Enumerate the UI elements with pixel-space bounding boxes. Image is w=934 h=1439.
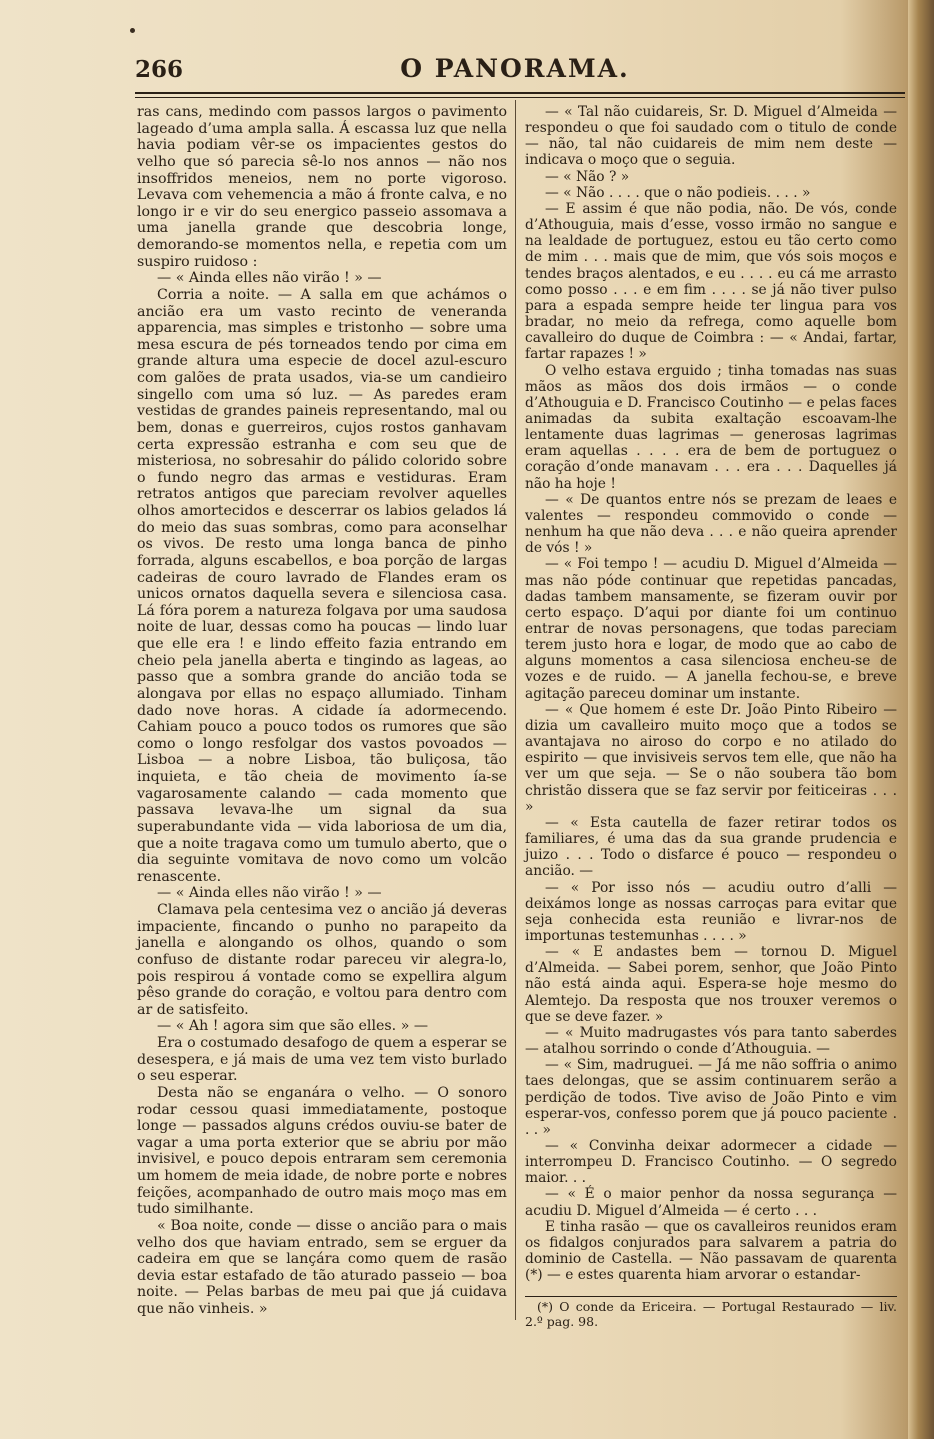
- journal-title: O PANORAMA.: [400, 54, 630, 83]
- paragraph: — « Não . . . . que o não podieis. . . . »: [545, 184, 811, 201]
- paragraph: Corria a noite. — A salla em que achámos o ancião era um vasto recinto de veneranda apparencia, mas simples e tristonho — sobre uma mesa escura de pés torneados tendo por cima em grande altura uma especie de docel azul-escuro com galões de prata usados, via-se um candieiro singello com uma só luz. — As paredes eram vestidas de grandes paineis representando, mal ou bem, donas e guerreiros, cujos rostos ganhavam certa expressão estranha e com seu que de misteriosa, no sobresahir do pálido colorido sobre o fundo negro das armas e vestiduras. Eram retratos antigos que pareciam revolver aquelles olhos amortecidos e descerrar os labios gelados lá do meio das suas sombras, como para aconselhar os vivos. De resto uma longa banca de pinho forrada, alguns escabellos, e boa porção de largas cadeiras de couro lavrado de Flandes eram os unicos ornatos daquella severa e silenciosa casa. Lá fóra porem a natureza folgava por uma saudosa noite de luar, dessas como ha poucas — lindo luar que elle era ! e lindo effeito fazia entrando em cheio pela janella aberta e tingindo as lageas, ao passo que a sombra grande do ancião toda se alongava por ellas no espaço allumiado. Tinham dado nove horas. A cidade ía adormecendo. Cahiam pouco a pouco todos os rumores que são como o longo resfolgar dos vastos povoados — Lisboa — a nobre Lisboa, tão buliçosa, tão inquieta, e tão cheia de movimento ía-se vagarosamente calando — cada momento que passava levava-lhe um signal da sua superabundante vida — vida laboriosa de um dia, que a noite tragava como um tumulo aberto, que o dia seguinte vomitava de novo como um volcão renascente.: [137, 286, 507, 885]
- paragraph: ras cans, medindo com passos largos o pavimento lageado d’uma ampla salla. Á escassa luz que nella havia podiam vêr-se os impacientes gestos do velho que só parecia sê-lo nos annos — não nos insoffridos meneios, nem no porte vigoroso. Levava com vehemencia a mão á fronte calva, e no longo ir e vir do seu energico passeio assomava a uma janella grande que descobria longe, demorando-se momentos nella, e repetia com um suspiro ruidoso :: [137, 104, 507, 270]
- paragraph: E tinha rasão — que os cavalleiros reunidos eram os fidalgos conjurados para salvarem a patria do dominio de Castella. — Não passavam de quarenta (*) — e estes quarenta hiam arvorar o estandar-: [525, 1218, 897, 1284]
- book-spine-shadow: [908, 0, 934, 1439]
- right-column: [525, 104, 897, 1283]
- paragraph: — « É o maior penhor da nossa segurança — acudiu D. Miguel d’Almeida — é certo . . .: [525, 1186, 897, 1219]
- ink-dot: [130, 28, 135, 33]
- paragraph: Desta não se enganára o velho. — O sonoro rodar cessou quasi immediatamente, postoque longe — passados alguns crédos ouviu-se bater de vagar a uma porta exterior que se abriu por mão invisivel, e pouco depois entraram sem ceremonia um homem de meia idade, de nobre porte e nobres feições, acompanhado de outro mais moço mas em tudo similhante.: [137, 1084, 507, 1218]
- paragraph: — « E andastes bem — tornou D. Miguel d’Almeida. — Sabei porem, senhor, que João Pinto não está ainda aqui. Espera-se hoje mesmo do Alemtejo. Da resposta que nos trouxer veremos o que se deve fazer. »: [525, 944, 897, 1025]
- footnote-text: (*) O conde da Ericeira. — Portugal Restaurado — liv. 2.º pag. 98.: [525, 1299, 897, 1329]
- page-header: [135, 52, 895, 92]
- paragraph: — « Por isso nós — acudiu outro d’alli — deixámos longe as nossas carroças para evitar que seja conhecida esta reunião e livrar-nos de importunas testemunhas . . . . »: [525, 879, 897, 944]
- paragraph: « Boa noite, conde — disse o ancião para o mais velho dos que haviam entrado, sem se erguer da cadeira em que se lançára como quem de rasão devia estar estafado de tão aturado passeio — boa noite. — Pelas barbas de meu pai que já cuidava que não vinheis. »: [137, 1217, 507, 1317]
- paragraph: — « Ainda elles não virão ! » —: [157, 885, 382, 902]
- paragraph: — « Tal não cuidareis, Sr. D. Miguel d’Almeida — respondeu o que foi saudado com o titulo de conde — não, tal não cuidareis de mim nem deste — indicava o moço que o seguia.: [525, 104, 897, 169]
- paragraph: O velho estava erguido ; tinha tomadas nas suas mãos as mãos dos dois irmãos — o conde d’Athouguia e D. Francisco Coutinho — e pelas faces animadas da subita exaltação escoavam-lhe lentamente duas lagrimas — generosas lagrimas eram aquellas . . . . era de bem de portuguez o coração d’onde manavam . . . era . . . Daquelles já não ha hoje !: [525, 362, 897, 492]
- footnote: [525, 1299, 897, 1329]
- paragraph: — « Convinha deixar adormecer a cidade — interrompeu D. Francisco Coutinho. — O segredo maior. . .: [525, 1138, 897, 1187]
- paragraph: — « Que homem é este Dr. João Pinto Ribeiro — dizia um cavalleiro muito moço que a todos se avantajava no airoso do corpo e no atilado do espirito — que invisiveis servos tem elle, que não ha ver um que seja. — Se o não soubera tão bom christão dissera que se faz servir por feiticeiras . . . »: [525, 701, 897, 815]
- footnote-rule: [525, 1296, 897, 1297]
- paragraph: — « Não ? »: [545, 168, 630, 185]
- column-divider: [515, 100, 516, 1320]
- paragraph: — « Ainda elles não virão ! » —: [157, 270, 382, 287]
- left-column: [137, 104, 507, 1318]
- paragraph: — « Muito madrugastes vós para tanto saberdes — atalhou sorrindo o conde d’Athouguia. —: [525, 1024, 897, 1058]
- paragraph: — « Sim, madruguei. — Já me não soffria o animo taes delongas, que se assim continuarem serão a perdição de todos. Tive aviso de João Pinto e vim esperar-vos, confesso porem que já pouco paciente . . . »: [525, 1057, 897, 1138]
- header-rule: [135, 92, 905, 98]
- paragraph: — « Ah ! agora sim que são elles. » —: [157, 1018, 429, 1035]
- paragraph: — « Foi tempo ! — acudiu D. Miguel d’Almeida — mas não póde continuar que repetidas pancadas, dadas tambem mansamente, se fizeram ouvir por certo espaço. D’aqui por diante foi um continuo entrar de novas personagens, que todas pareciam terem justo hora e logar, de modo que ao cabo de alguns momentos a casa silenciosa encheu-se de vozes e de ruido. — A janella fechou-se, e breve agitação pareceu dominar um instante.: [525, 556, 897, 702]
- page-number: 266: [135, 56, 184, 83]
- paragraph: — « De quantos entre nós se prezam de leaes e valentes — respondeu commovido o conde — nenhum ha que não deva . . . e não queira aprender de vós ! »: [525, 491, 897, 557]
- paragraph: — « Esta cautella de fazer retirar todos os familiares, é uma das da sua grande prudencia e juizo . . . Todo o disfarce é pouco — respondeu o ancião. —: [525, 814, 897, 880]
- paragraph: — E assim é que não podia, não. De vós, conde d’Athouguia, mais d’esse, vosso irmão no sangue e na lealdade de portuguez, estou eu tão certo como de mim . . . mais que de mim, que vós sois moços e tendes braços alentados, e eu . . . . eu cá me arrasto como posso . . . e em fim . . . . se já não tiver pulso para a espada sempre heide ter lingua para vos bradar, no meio da refrega, como aquelle bom cavalleiro do duque de Coimbra : — « Andai, fartar, fartar rapazes ! »: [525, 200, 897, 363]
- paragraph: Era o costumado desafogo de quem a esperar se desespera, e já mais de uma vez tem visto burlado o seu esperar.: [137, 1035, 507, 1085]
- paragraph: Clamava pela centesima vez o ancião já deveras impaciente, fincando o punho no parapeito da janella e alongando os olhos, quando o som confuso de distante rodar pareceu vir alegra-lo, pois respirou á vontade como se expellira algum pêso grande do coração, e voltou para dentro com ar de satisfeito.: [137, 902, 507, 1018]
